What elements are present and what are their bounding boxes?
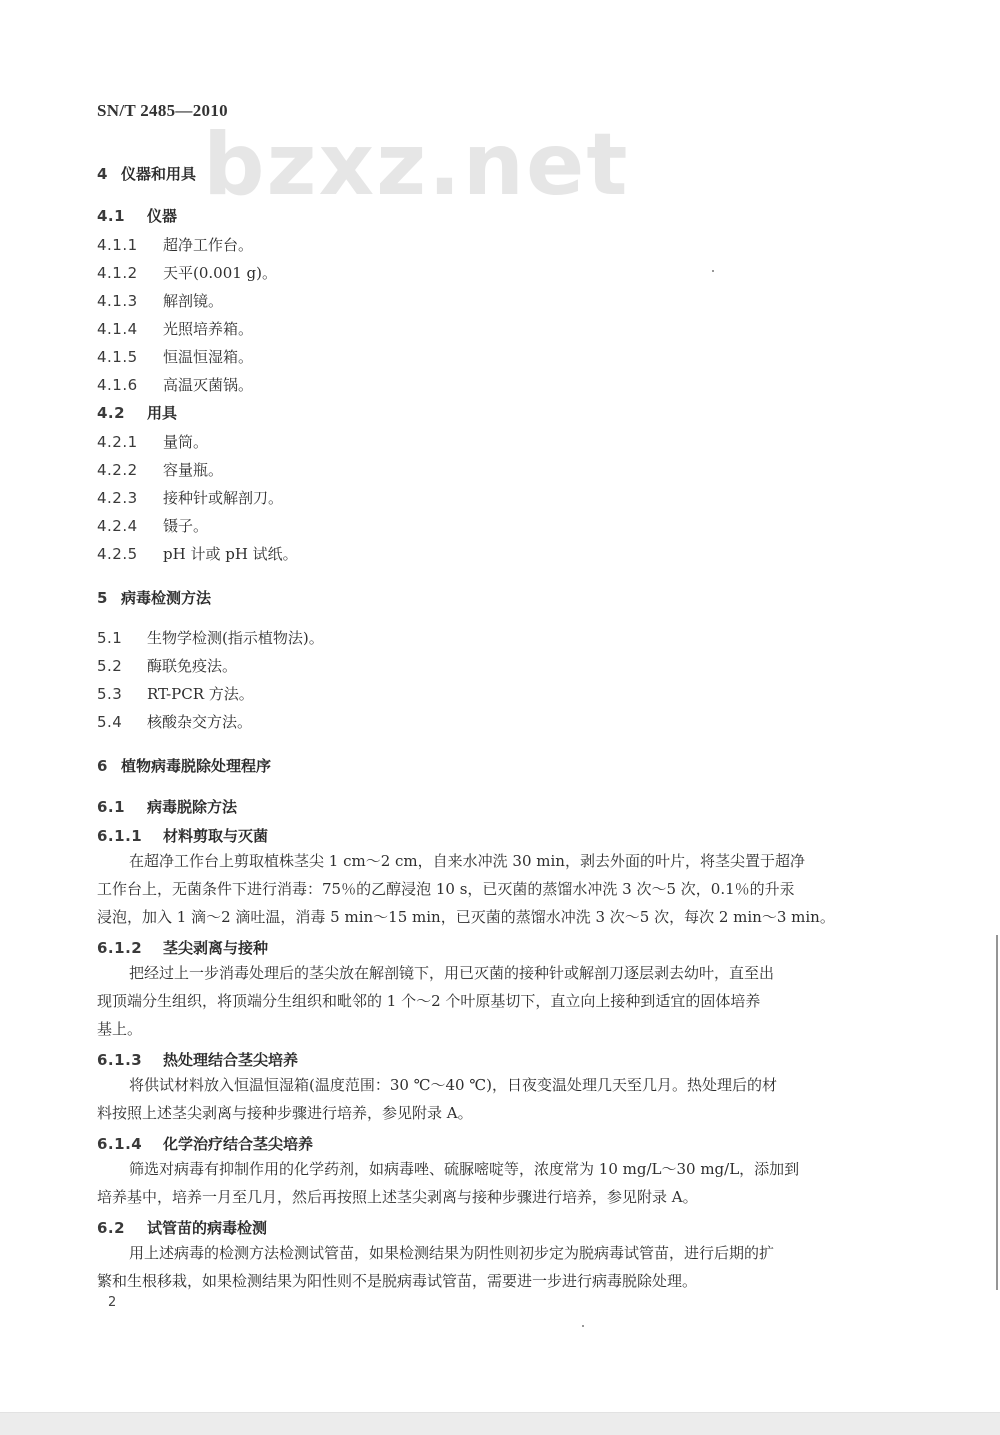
section-4-heading: 4 仪器和用具 [97, 165, 197, 183]
list-item: 4.2.2 容量瓶。 [97, 461, 224, 479]
section-6-2-body: 用上述病毒的检测方法检测试管苗，如果检测结果为阴性则初步定为脱病毒试管苗，进行后期的扩 繁和生根移栽，如果检测结果为阳性则不是脱病毒试管苗，需要进一步进行病毒脱除处理。 [97, 1244, 775, 1290]
section-4-1-heading: 4.1 仪器 [97, 207, 178, 225]
list-item: 5.3 RT-PCR 方法。 [97, 685, 254, 703]
list-item: 4.2.1 量筒。 [97, 433, 209, 451]
section-6-1-heading: 6.1 病毒脱除方法 [97, 798, 238, 816]
page-number: 2 [108, 1295, 117, 1310]
list-item: 4.1.1 超净工作台。 [97, 236, 254, 254]
section-6-2-heading: 6.2 试管苗的病毒检测 [97, 1219, 268, 1237]
section-6-1-1-heading: 6.1.1 材料剪取与灭菌 [97, 827, 269, 845]
section-6-1-3-heading: 6.1.3 热处理结合茎尖培养 [97, 1051, 299, 1069]
section-6-1-4-body: 筛选对病毒有抑制作用的化学药剂，如病毒唑、硫脲嘧啶等，浓度常为 10 mg/L～30 mg/L，添加到 培养基中，培养一月至几月，然后再按照上述茎尖剥离与接种步骤进行培养，参见附录 A。 [97, 1160, 800, 1206]
scan-speck [712, 270, 714, 272]
section-5-heading: 5 病毒检测方法 [97, 589, 212, 607]
list-item: 4.2.4 镊子。 [97, 517, 209, 535]
list-item: 5.1 生物学检测(指示植物法)。 [97, 629, 324, 647]
scan-speck [582, 1325, 584, 1327]
watermark: bzxz.net [203, 115, 630, 215]
list-item: 4.1.2 天平(0.001 g)。 [97, 264, 278, 282]
section-6-1-3-body: 将供试材料放入恒温恒湿箱(温度范围：30 ℃～40 ℃)，日夜变温处理几天至几月。热处理后的材 料按照上述茎尖剥离与接种步骤进行培养，参见附录 A。 [97, 1076, 777, 1122]
list-item: 4.1.4 光照培养箱。 [97, 320, 254, 338]
standard-code: SN/T 2485—2010 [97, 101, 228, 120]
list-item: 4.1.5 恒温恒湿箱。 [97, 348, 254, 366]
section-6-1-1-body: 在超净工作台上剪取植株茎尖 1 cm～2 cm，自来水冲洗 30 min，剥去外面的叶片，将茎尖置于超净 工作台上，无菌条件下进行消毒：75％的乙醇浸泡 10 s，已灭菌的蒸馏水冲洗 3 次～5 次，0.1％的升汞 浸泡，加入 1 滴～2 滴吐温，消毒 5 min～15 min，已灭菌的蒸馏水冲洗 3 次～5 次，每次 2 min～3 min。 [97, 852, 835, 926]
section-6-heading: 6 植物病毒脱除处理程序 [97, 757, 272, 775]
section-4-2-heading: 4.2 用具 [97, 404, 178, 422]
list-item: 5.4 核酸杂交方法。 [97, 713, 253, 731]
list-item: 5.2 酶联免疫法。 [97, 657, 238, 675]
page-edge-line [996, 935, 998, 1290]
list-item: 4.1.3 解剖镜。 [97, 292, 224, 310]
list-item: 4.1.6 高温灭菌锅。 [97, 376, 254, 394]
section-6-1-2-body: 把经过上一步消毒处理后的茎尖放在解剖镜下，用已灭菌的接种针或解剖刀逐层剥去幼叶，直至出 现顶端分生组织，将顶端分生组织和毗邻的 1 个～2 个叶原基切下，直立向上接种到适宜的固体培养 基上。 [97, 964, 775, 1038]
section-6-1-2-heading: 6.1.2 茎尖剥离与接种 [97, 939, 269, 957]
list-item: 4.2.5 pH 计或 pH 试纸。 [97, 545, 298, 563]
list-item: 4.2.3 接种针或解剖刀。 [97, 489, 284, 507]
viewer-bottom-bar [0, 1412, 1000, 1435]
section-6-1-4-heading: 6.1.4 化学治疗结合茎尖培养 [97, 1135, 314, 1153]
